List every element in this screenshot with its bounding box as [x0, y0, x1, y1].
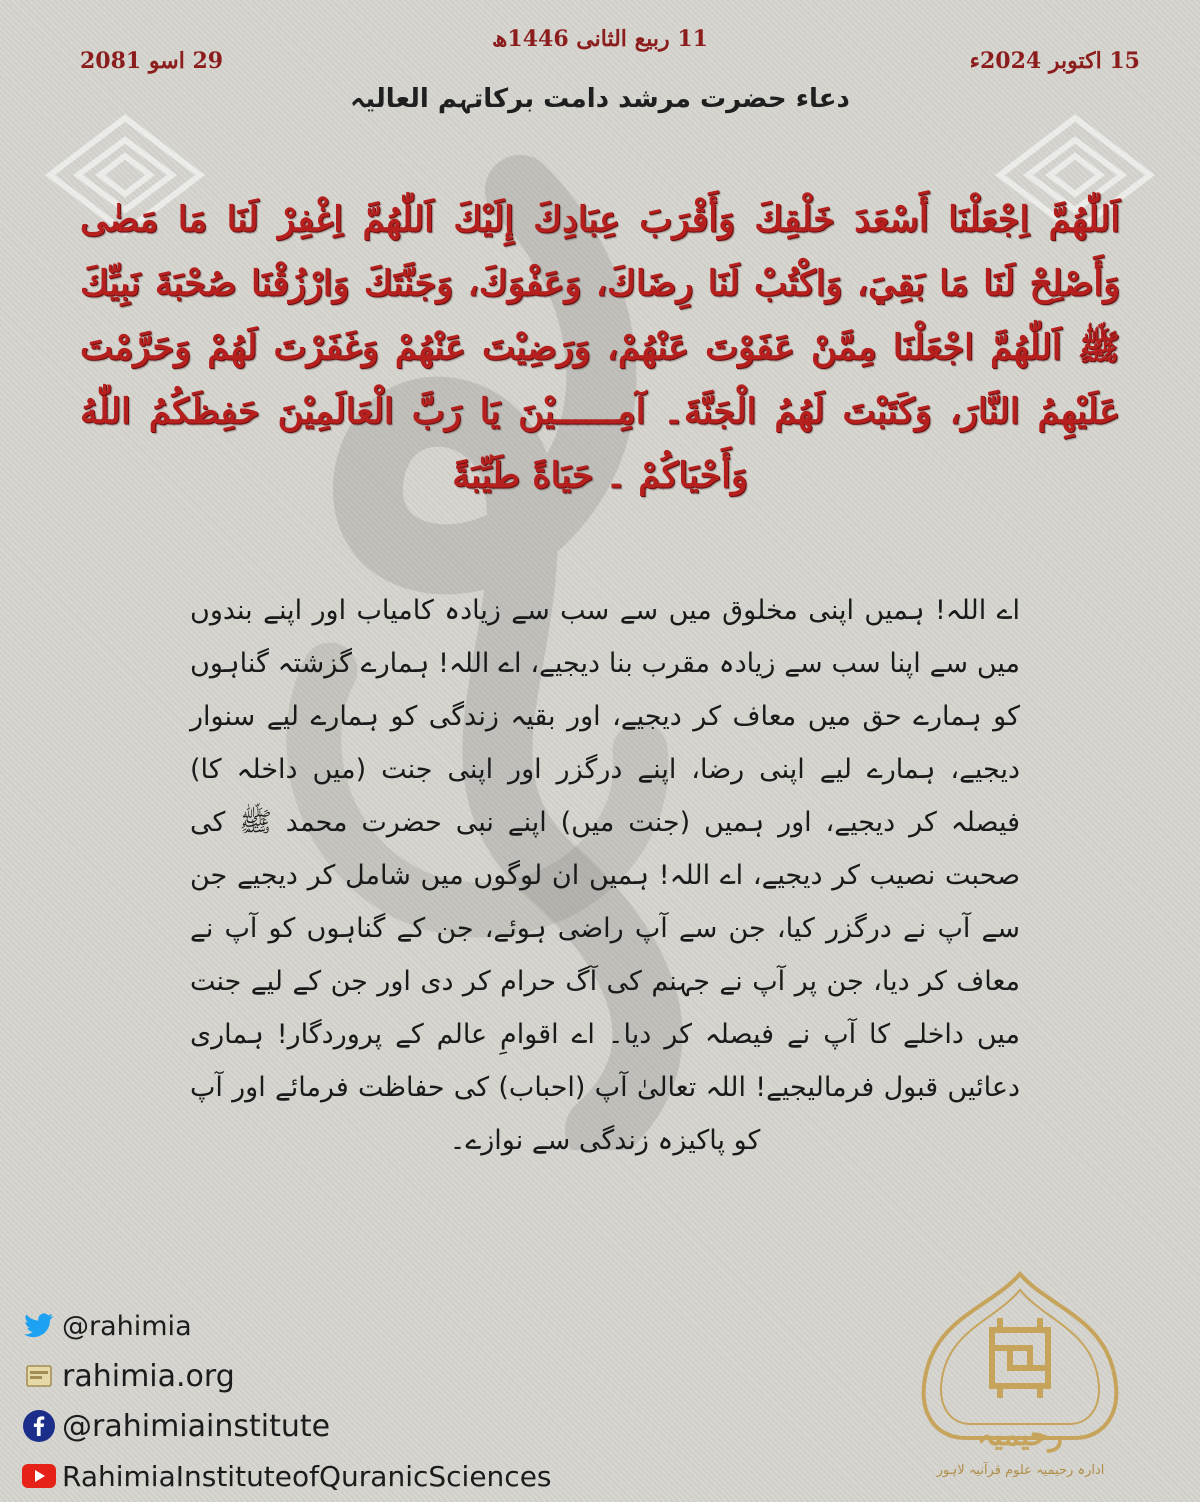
social-twitter-link[interactable] [22, 1302, 662, 1350]
institute-logo [900, 1268, 1140, 1488]
social-facebook-link[interactable] [22, 1402, 662, 1450]
youtube-channel: RahimiaInstituteofQuranicSciences [62, 1459, 552, 1493]
arabic-dua-text: اَللّٰهُمَّ اِجْعَلْنَا أَسْعَدَ خَلْقِكَ وَأَقْرَبَ عِبَادِكَ إِلَيْكَ اَللّٰهُمَّ اِغْفِرْ لَنَا مَا مَضٰى وَأَصْلِحْ لَنَا مَا بَقِيَ، وَاكْتُبْ لَنَا رِضَاكَ، وَعَفْوَكَ، وَجَنَّتَكَ وَارْزُقْنَا صُحْبَةَ نَبِيِّكَ ﷺ اَللّٰهُمَّ اجْعَلْنَا مِمَّنْ عَفَوْتَ عَنْهُمْ، وَرَضِيْتَ عَنْهُمْ وَغَفَرْتَ لَهُمْ وَحَرَّمْتَ عَلَيْهِمُ النَّارَ، وَكَتَبْتَ لَهُمُ الْجَنَّةَ۔ آمِــــــيْنَ يَا رَبَّ الْعَالَمِيْنَ حَفِظَكُمُ اللّٰهُ وَأَحْيَاكُمْ ۔ حَيَاةً طَيِّبَةً [80, 199, 1120, 496]
logo-wordmark: رحیمیہ [976, 1418, 1064, 1453]
date-gregorian: 15 اکتوبر 2024ء [969, 48, 1140, 74]
twitter-icon [22, 1309, 56, 1343]
twitter-handle: @rahimia [62, 1310, 192, 1342]
logo-tagline: ادارہ رحیمیہ علوم قرآنیہ لاہور [936, 1463, 1105, 1478]
web-icon [22, 1359, 56, 1393]
youtube-icon [22, 1459, 56, 1493]
facebook-icon [22, 1409, 56, 1443]
facebook-handle: @rahimiainstitute [62, 1408, 331, 1444]
website-url: rahimia.org [62, 1358, 235, 1394]
social-website-link[interactable] [22, 1352, 662, 1400]
date-bikrami: 29 اسو 2081 [80, 48, 224, 74]
page-title: دعاء حضرت مرشد دامت برکاتہم العالیہ [350, 84, 850, 114]
social-youtube-link[interactable] [22, 1452, 662, 1500]
date-hijri: 11 ربیع الثانی 1446ھ [492, 26, 708, 52]
social-links [22, 1302, 662, 1502]
urdu-translation-text: اے اللہ! ہمیں اپنی مخلوق میں سے سب سے زیادہ کامیاب اور اپنے بندوں میں سے اپنا سب سے زیادہ مقرب بنا دیجیے، اے اللہ! ہمارے گزشتہ گناہوں کو ہمارے حق میں معاف کر دیجیے، اور بقیہ زندگی کو ہمارے لیے سنوار دیجیے، ہمارے لیے اپنی رضا، اپنے درگزر اور اپنی جنت (میں داخلہ کا) فیصلہ کر دیجیے، اور ہمیں (جنت میں) اپنے نبی حضرت محمد ﷺ کی صحبت نصیب کر دیجیے، اے اللہ! ہمیں ان لوگوں میں شامل کر دیجیے جن سے آپ نے درگزر کیا، جن سے آپ راضی ہوئے، جن کے گناہوں کو آپ نے معاف کر دیا، جن پر آپ نے جہنم کی آگ حرام کر دی اور جن کے لیے جنت میں داخلے کا آپ نے فیصلہ کر دیا۔ اے اقوامِ عالم کے پروردگار! ہماری دعائیں قبول فرمالیجیے! اللہ تعالیٰ آپ (احباب) کی حفاظت فرمائے اور آپ کو پاکیزہ زندگی سے نوازے۔ [190, 595, 1020, 1156]
